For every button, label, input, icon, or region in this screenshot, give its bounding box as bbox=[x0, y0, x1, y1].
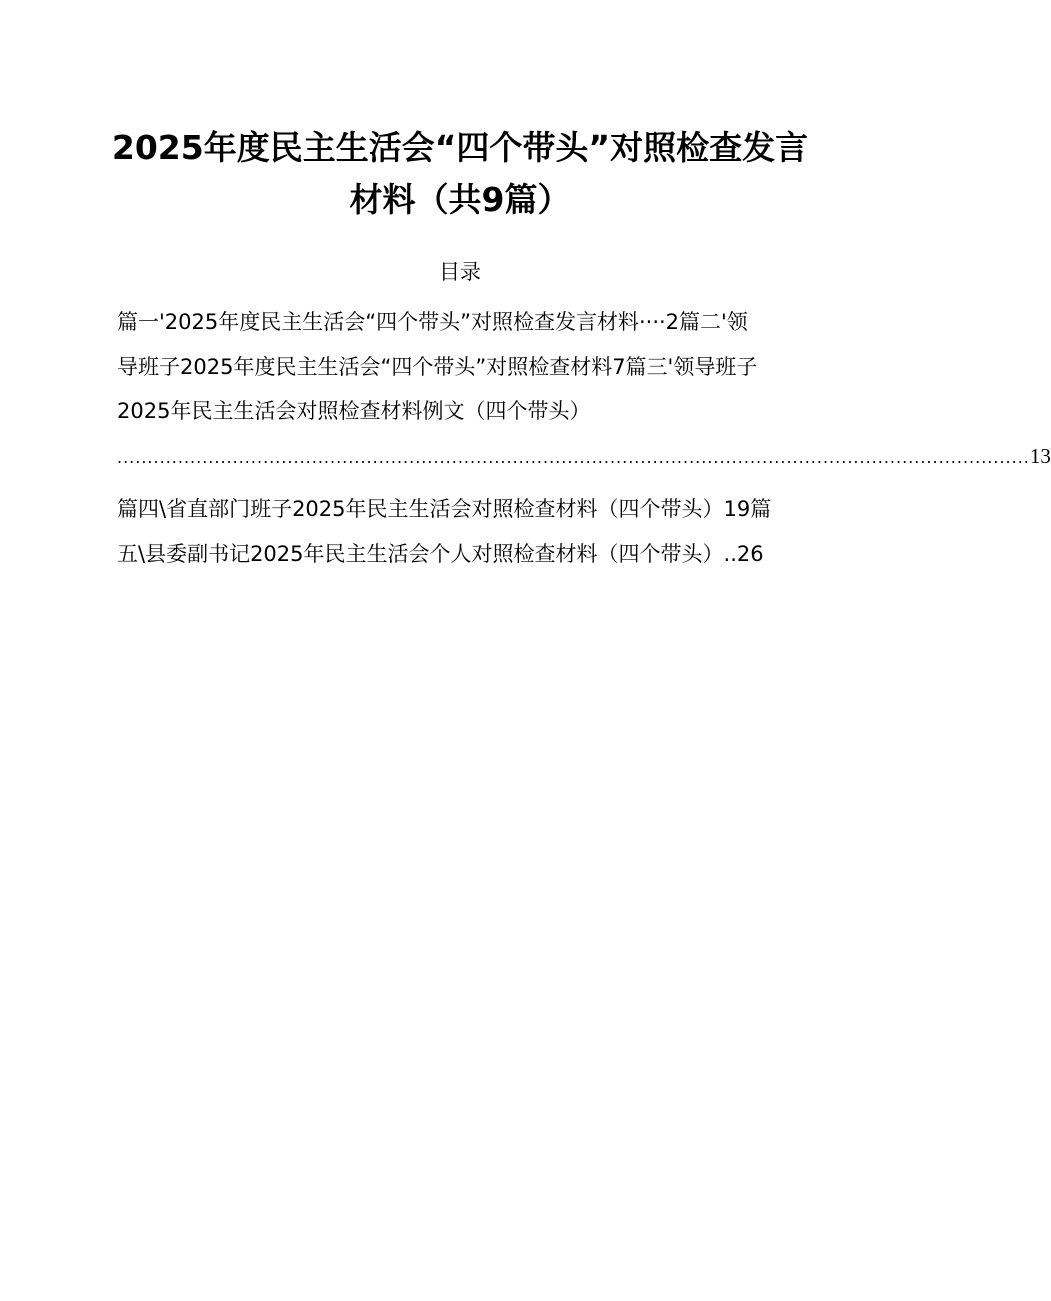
toc-page-number: 13 bbox=[1029, 444, 1051, 468]
toc-leader-dots: ...................................................................................................................................................... bbox=[117, 448, 1030, 467]
toc-line: 篇四\省直部门班子2025年民主生活会对照检查材料（四个带头）19篇 bbox=[117, 497, 772, 521]
toc-line: 导班子2025年度民主生活会“四个带头”对照检查材料7篇三'领导班子 bbox=[117, 355, 758, 379]
toc-line: 五\县委副书记2025年民主生活会个人对照检查材料（四个带头）..26 bbox=[117, 542, 764, 566]
toc-line: 2025年民主生活会对照检查材料例文（四个带头） bbox=[117, 399, 591, 423]
document-title-line-1: 2025年度民主生活会“四个带头”对照检查发言 bbox=[111, 128, 809, 167]
toc-heading: 目录 bbox=[439, 260, 481, 284]
toc-line: 篇一'2025年度民主生活会“四个带头”对照检查发言材料····2篇二'领 bbox=[117, 310, 748, 334]
document-title-line-2: 材料（共9篇） bbox=[349, 180, 571, 219]
toc-leader-line bbox=[117, 442, 1051, 470]
